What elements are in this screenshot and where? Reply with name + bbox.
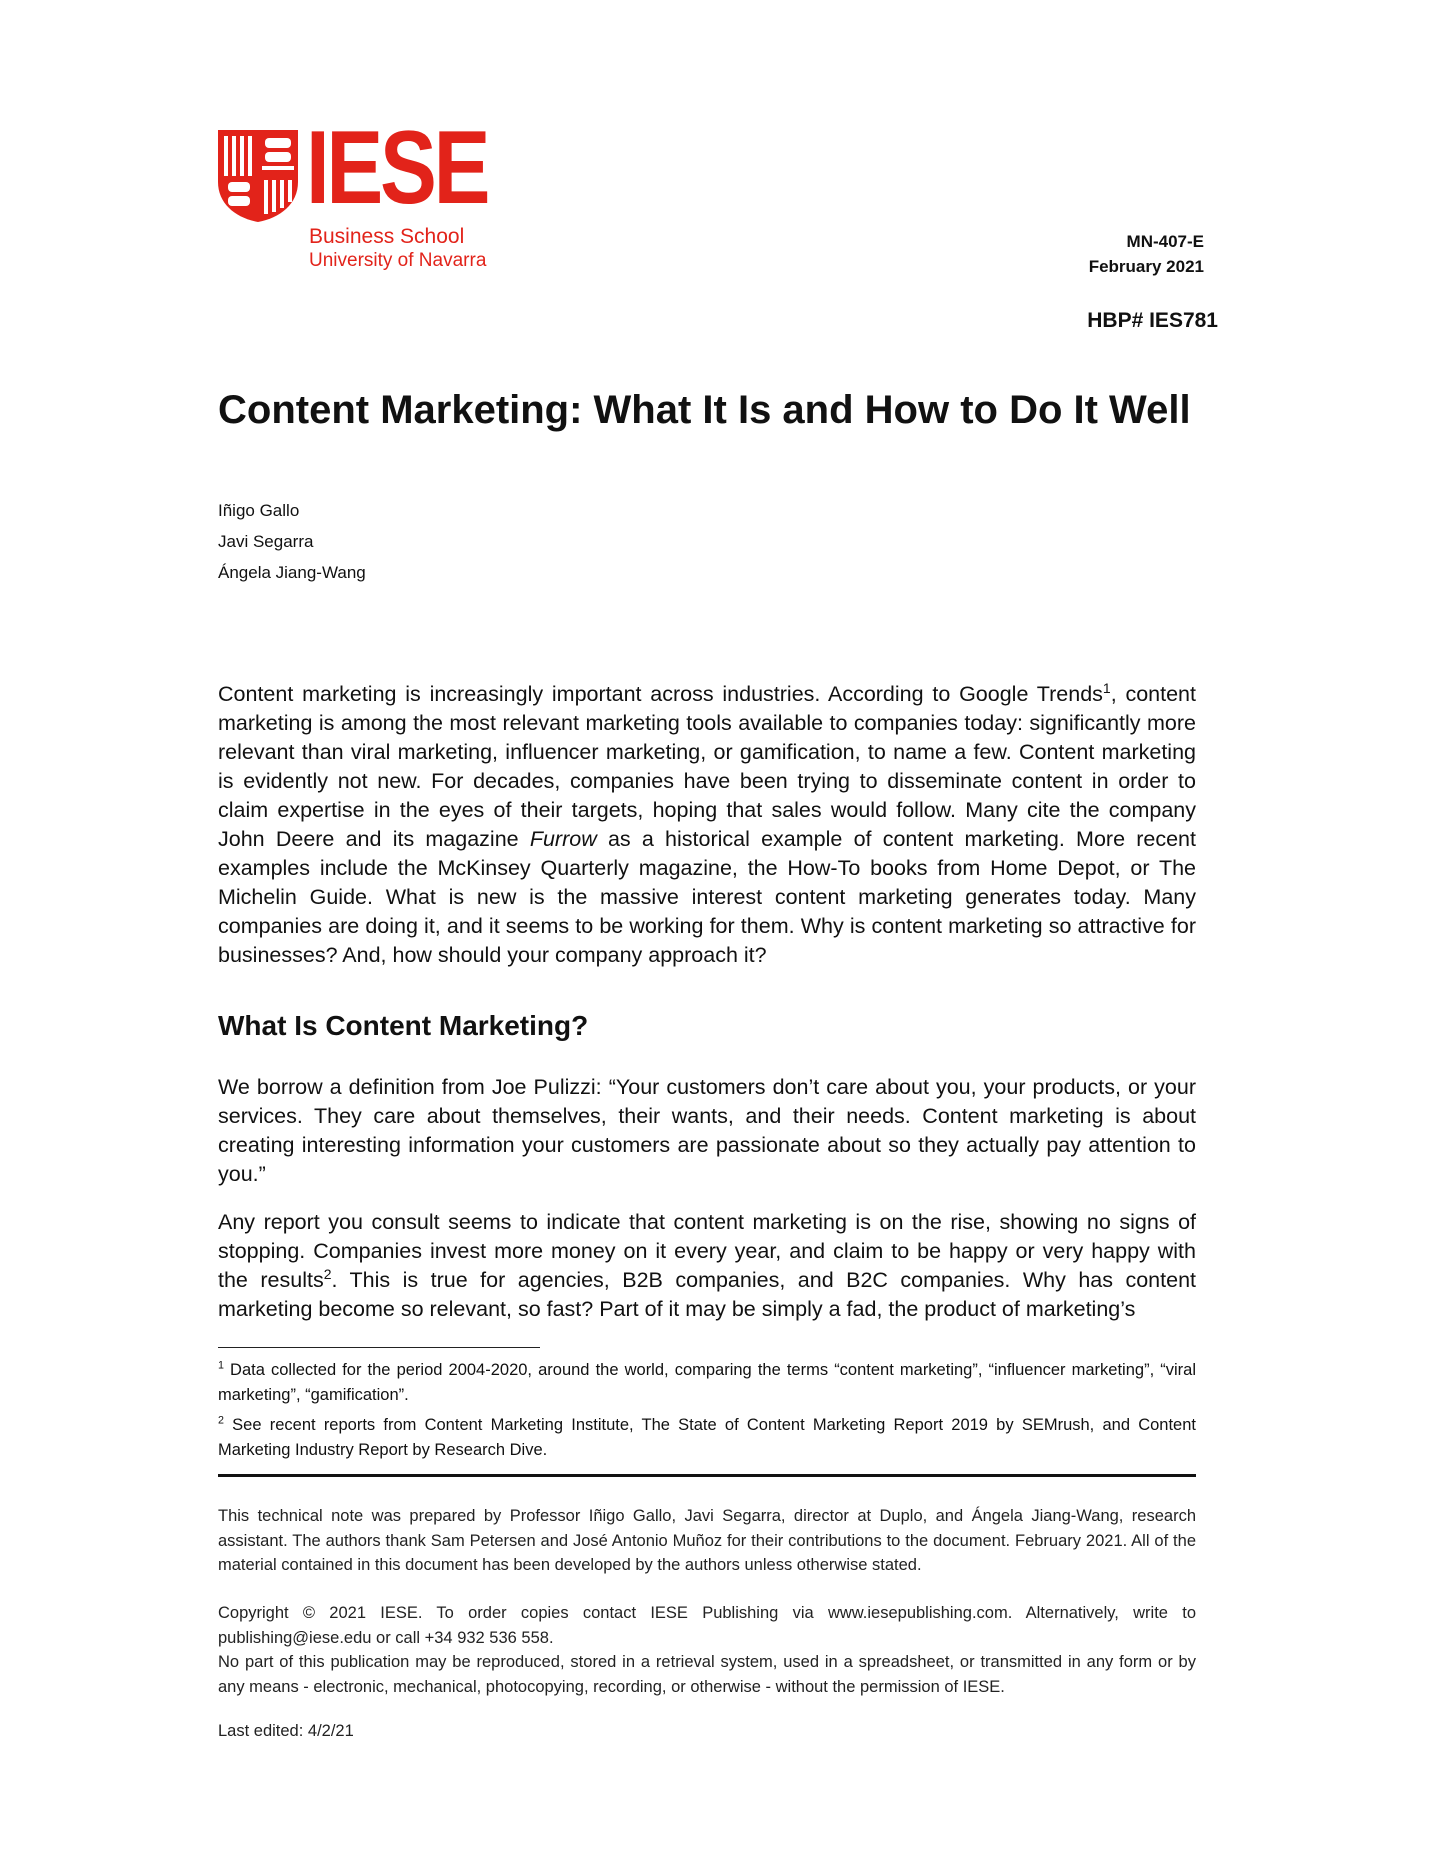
furrow-title: Furrow bbox=[529, 827, 597, 851]
footnote-2 bbox=[218, 1413, 1196, 1463]
footnote-1 bbox=[218, 1358, 1196, 1408]
footnote-divider bbox=[218, 1347, 540, 1348]
footnote-text: Data collected for the period 2004-2020, around the world, comparing the terms “content marketing”, “influencer marketing”, “viral marketing”, “gamification”. bbox=[218, 1361, 1196, 1404]
logo-wordmark: IESE bbox=[306, 110, 488, 226]
author-name: Iñigo Gallo bbox=[218, 501, 300, 520]
iese-logo bbox=[218, 110, 498, 280]
intro-text-2: , content marketing is among the most relevant marketing tools available to companies today: significantly more relevant than viral marketing, influencer marketing, or gamification, to name a few. Content marketing is evidently not new. For decades, companies have been trying to disseminate content in order to claim expertise in the eyes of their targets, hoping that sales would follow. Many cite the company John Deere and its magazine bbox=[218, 682, 1196, 851]
footnote-ref-2: 2 bbox=[323, 1265, 332, 1282]
logo-line-business-school: Business School bbox=[309, 225, 465, 248]
definition-paragraph: We borrow a definition from Joe Pulizzi: “Your customers don’t care about you, your products, or your services. They care about themselves, their wants, and their needs. Content marketing is about creating interesting information your customers are passionate about so they actually pay attention to you.” bbox=[218, 1075, 1196, 1186]
technical-note: This technical note was prepared by Professor Iñigo Gallo, Javi Segarra, director at Duplo, and Ángela Jiang-Wang, research assistant. The authors thank Sam Petersen and José Antonio Muñoz for their contributions to the document. February 2021. All of the material contained in this document has been developed by the authors unless otherwise stated. bbox=[218, 1507, 1196, 1574]
author-name: Ángela Jiang-Wang bbox=[218, 563, 366, 582]
document-meta bbox=[1089, 229, 1204, 279]
report-text-1: Any report you consult seems to indicate that content marketing is on the rise, showing no signs of stopping. Companies invest more money on it every year, and claim to be happy or very happy with the results bbox=[218, 1210, 1196, 1292]
author-name: Javi Segarra bbox=[218, 532, 314, 551]
hbp-number: HBP# IES781 bbox=[1087, 309, 1218, 332]
footnote-ref-1: 1 bbox=[1102, 679, 1111, 696]
page-title: Content Marketing: What It Is and How to Do It Well bbox=[218, 388, 1191, 432]
intro-text-3: as a historical example of content marketing. More recent examples include the McKinsey Quarterly magazine, the How-To books from Home Depot, or The Michelin Guide. What is new is the massive interest content marketing generates today. Many companies are doing it, and it seems to be working for them. Why is content marketing so attractive for businesses? And, how should your company approach it? bbox=[218, 827, 1196, 967]
logo-line-university: University of Navarra bbox=[309, 250, 487, 271]
footer-divider bbox=[218, 1474, 1196, 1477]
footnote-number: 1 bbox=[218, 1359, 224, 1372]
intro-paragraph bbox=[218, 680, 1196, 970]
iese-shield-icon bbox=[218, 130, 298, 222]
footnote-text: See recent reports from Content Marketing Institute, The State of Content Marketing Report 2019 by SEMrush, and Content Marketing Industry Report by Research Dive. bbox=[218, 1416, 1196, 1459]
document-code: MN-407-E bbox=[1126, 232, 1204, 251]
copyright-notice: Copyright © 2021 IESE. To order copies contact IESE Publishing via www.iesepublishing.com. Alternatively, write to publishing@iese.edu or call +34 932 536 558. bbox=[218, 1604, 1196, 1647]
footnote-number: 2 bbox=[218, 1414, 224, 1427]
rights-notice: No part of this publication may be reproduced, stored in a retrieval system, used in a spreadsheet, or transmitted in any form or by any means - electronic, mechanical, photocopying, recording, or otherwise - without the permission of IESE. bbox=[218, 1653, 1196, 1696]
report-text-2: . This is true for agencies, B2B companies, and B2C companies. Why has content marketing become so relevant, so fast? Part of it may be simply a fad, the product of marketing’s bbox=[218, 1268, 1197, 1321]
section-heading: What Is Content Marketing? bbox=[218, 1010, 589, 1041]
last-edited: Last edited: 4/2/21 bbox=[218, 1722, 354, 1740]
report-paragraph bbox=[218, 1208, 1196, 1324]
author-list bbox=[218, 495, 366, 588]
intro-text-1: Content marketing is increasingly important across industries. According to Google Trends bbox=[218, 682, 1103, 706]
document-date: February 2021 bbox=[1088, 257, 1204, 276]
